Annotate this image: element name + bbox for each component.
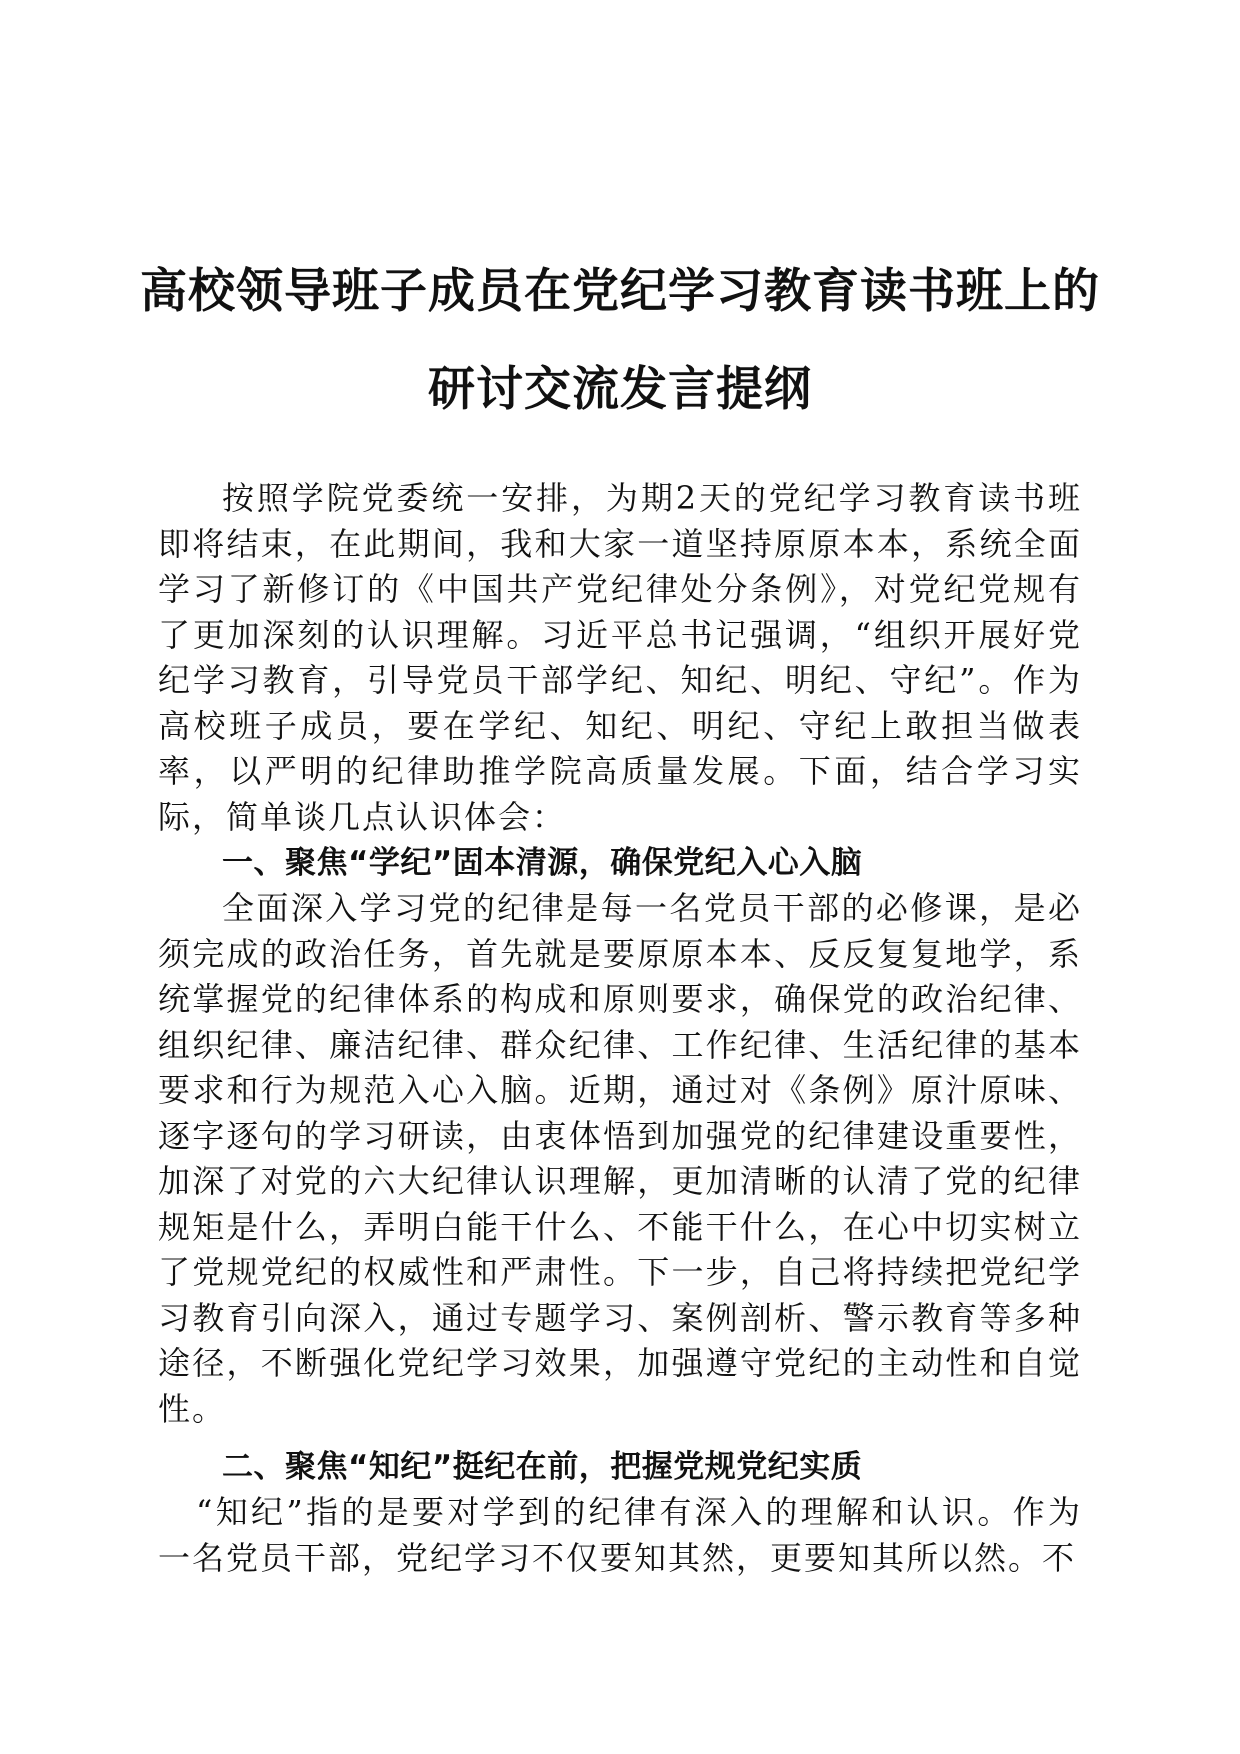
section-paragraph-2: “知纪”指的是要对学到的纪律有深入的理解和认识。作为一名党员干部，党纪学习不仅要知其然，更要知其所以然。不 [158, 1493, 1082, 1577]
document-title-line-1: 高校领导班子成员在党纪学习教育读书班上的 [140, 264, 1100, 319]
intro-paragraph: 按照学院党委统一安排，为期2天的党纪学习教育读书班即将结束，在此期间，我和大家一道坚持原原本本，系统全面学习了新修订的《中国共产党纪律处分条例》，对党纪党规有了更加深刻的认识理解。习近平总书记强调，“组织开展好党纪学习教育，引导党员干部学纪、知纪、明纪、守纪”。作为高校班子成员，要在学纪、知纪、明纪、守纪上敢担当做表率，以严明的纪律助推学院高质量发展。下面，结合学习实际，简单谈几点认识体会： [158, 479, 1082, 836]
section-heading-2: 二、聚焦“知纪”挺纪在前，把握党规党纪实质 [222, 1449, 863, 1485]
document-body [158, 476, 1082, 1581]
section-paragraph-1: 全面深入学习党的纪律是每一名党员干部的必修课，是必须完成的政治任务，首先就是要原原本本、反反复复地学，系统掌握党的纪律体系的构成和原则要求，确保党的政治纪律、组织纪律、廉洁纪律、群众纪律、工作纪律、生活纪律的基本要求和行为规范入心入脑。近期，通过对《条例》原汁原味、逐字逐句的学习研读，由衷体悟到加强党的纪律建设重要性，加深了对党的六大纪律认识理解，更加清晰的认清了党的纪律规矩是什么，弄明白能干什么、不能干什么，在心中切实树立了党规党纪的权威性和严肃性。下一步，自己将持续把党纪学习教育引向深入，通过专题学习、案例剖析、警示教育等多种途径，不断强化党纪学习效果，加强遵守党纪的主动性和自觉性。 [158, 889, 1082, 1428]
section-heading-1: 一、聚焦“学纪”固本清源，确保党纪入心入脑 [222, 845, 863, 881]
document-title-line-2: 研讨交流发言提纲 [428, 362, 812, 417]
